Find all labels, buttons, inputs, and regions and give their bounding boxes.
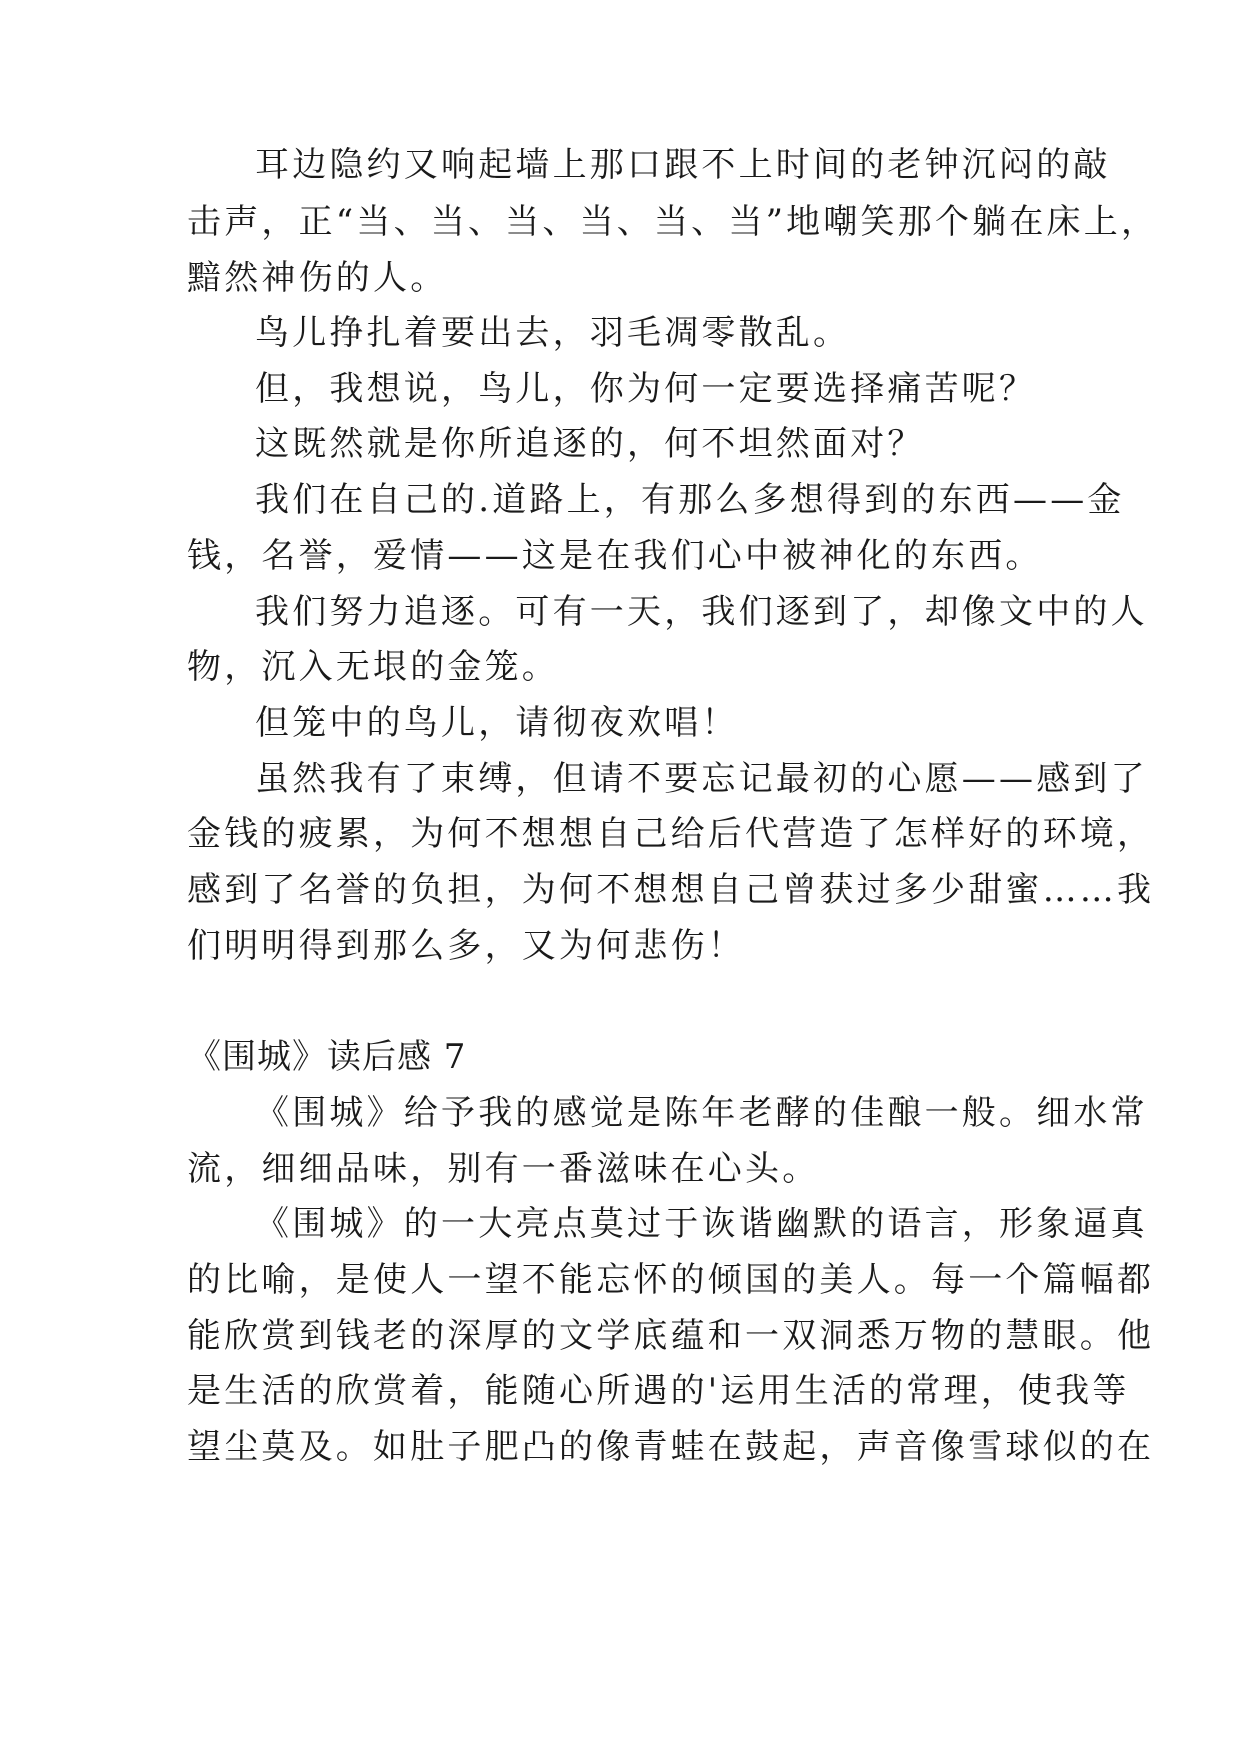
paragraph-line: 我们努力追逐。可有一天，我们逐到了，却像文中的人	[255, 592, 1148, 632]
paragraph-line: 的比喻，是使人一望不能忘怀的倾国的美人。每一个篇幅都	[187, 1260, 1155, 1300]
paragraph-line: 流，细细品味，别有一番滋味在心头。	[187, 1149, 820, 1189]
paragraph-line: 感到了名誉的负担，为何不想想自己曾获过多少甜蜜……我	[187, 870, 1155, 910]
paragraph-line: 耳边隐约又响起墙上那口跟不上时间的老钟沉闷的敲	[255, 145, 1111, 185]
paragraph-line: 但笼中的鸟儿，请彻夜欢唱！	[255, 703, 739, 743]
paragraph-line: 们明明得到那么多，又为何悲伤！	[187, 926, 745, 966]
paragraph-line: 《围城》给予我的感觉是陈年老酵的佳酿一般。细水常	[255, 1093, 1148, 1133]
paragraph-line: 虽然我有了束缚，但请不要忘记最初的心愿——感到了	[255, 759, 1148, 799]
paragraph-line: 物，沉入无垠的金笼。	[187, 647, 559, 687]
paragraph-line: 我们在自己的.道路上，有那么多想得到的东西——金	[255, 480, 1125, 520]
paragraph-line: 能欣赏到钱老的深厚的文学底蕴和一双洞悉万物的慧眼。他	[187, 1316, 1155, 1356]
paragraph-line: 是生活的欣赏着，能随心所遇的'运用生活的常理，使我等	[187, 1371, 1130, 1411]
paragraph-line: 望尘莫及。如肚子肥凸的像青蛙在鼓起，声音像雪球似的在	[187, 1427, 1155, 1467]
paragraph-line: 钱，名誉，爱情——这是在我们心中被神化的东西。	[187, 536, 1043, 576]
paragraph-line: 击声，正“当、当、当、当、当、当”地嘲笑那个躺在床上，	[187, 202, 1159, 242]
paragraph-line: 《围城》的一大亮点莫过于诙谐幽默的语言，形象逼真	[255, 1204, 1148, 1244]
paragraph-line: 这既然就是你所追逐的，何不坦然面对？	[255, 424, 925, 464]
paragraph-line: 金钱的疲累，为何不想想自己给后代营造了怎样好的环境，	[187, 814, 1155, 854]
paragraph-line: 鸟儿挣扎着要出去，羽毛凋零散乱。	[255, 313, 851, 353]
section-heading: 《围城》读后感 7	[187, 1037, 467, 1077]
paragraph-line: 黯然神伤的人。	[187, 258, 448, 298]
paragraph-line: 但，我想说，鸟儿，你为何一定要选择痛苦呢？	[255, 369, 1037, 409]
